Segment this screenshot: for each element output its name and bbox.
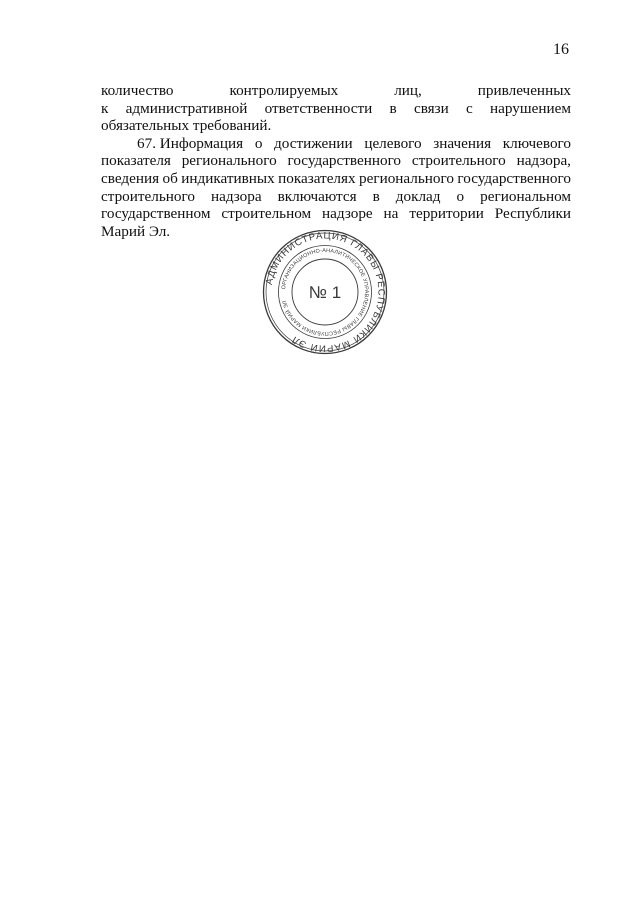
word: в bbox=[372, 187, 380, 205]
word: регионального bbox=[359, 169, 454, 187]
word: доклад bbox=[395, 187, 441, 205]
word: к bbox=[101, 99, 109, 117]
word: индикативных bbox=[181, 169, 275, 187]
word: связи bbox=[413, 99, 449, 117]
word: строительного bbox=[411, 152, 506, 170]
word: достижении bbox=[274, 134, 353, 152]
line-text: обязательных требований. bbox=[101, 117, 272, 135]
word: о bbox=[254, 134, 263, 152]
word: строительного bbox=[101, 187, 195, 205]
paragraph-67-first-line bbox=[101, 135, 571, 153]
word: о bbox=[456, 187, 465, 205]
word: территории bbox=[409, 205, 484, 223]
word: надзора bbox=[210, 187, 262, 205]
word: государственного bbox=[287, 152, 402, 170]
word: лиц, bbox=[394, 82, 422, 99]
word: ключевого bbox=[502, 134, 571, 152]
seal-inner-lettering: ОРГАНИЗАЦИОННО-АНАЛИТИЧЕСКОЕ УПРАВЛЕНИЕ ГЛАВЫ РЕСПУБЛИКИ МАРИЙ ЭЛ bbox=[281, 247, 370, 337]
word: включаются bbox=[277, 187, 357, 205]
word: Республики bbox=[494, 205, 571, 223]
word: показателях bbox=[278, 169, 356, 187]
text-line bbox=[101, 152, 571, 170]
word: государственного bbox=[457, 169, 571, 187]
word: административной bbox=[125, 99, 248, 117]
text-line bbox=[101, 82, 571, 100]
word: об bbox=[162, 169, 178, 187]
word: государственном bbox=[101, 205, 211, 223]
word: 67. Информация bbox=[137, 134, 244, 152]
word: сведения bbox=[101, 169, 160, 187]
word: количество bbox=[101, 82, 174, 99]
word: привлеченных bbox=[477, 82, 571, 99]
word: надзоре bbox=[322, 205, 373, 223]
word: региональном bbox=[480, 187, 571, 205]
document-body bbox=[101, 82, 571, 240]
seal-graphic bbox=[262, 229, 388, 355]
word: контролируемых bbox=[229, 82, 339, 99]
text-line bbox=[101, 170, 571, 188]
word: на bbox=[383, 205, 399, 223]
word: нарушением bbox=[490, 99, 571, 117]
line-text: Марий Эл. bbox=[101, 222, 171, 240]
word: в bbox=[389, 99, 397, 117]
text-line bbox=[101, 188, 571, 206]
word: надзора, bbox=[516, 152, 571, 170]
text-line bbox=[101, 100, 571, 118]
word: значения bbox=[433, 134, 492, 152]
official-seal-stamp bbox=[262, 229, 388, 355]
page-number: 16 bbox=[553, 41, 569, 58]
seal-number: № 1 bbox=[308, 283, 342, 302]
word: ответственности bbox=[264, 99, 373, 117]
seal-outer-lettering: АДМИНИСТРАЦИЯ ГЛАВЫ РЕСПУБЛИКИ МАРИЙ ЭЛ bbox=[263, 230, 387, 354]
word: целевого bbox=[364, 134, 422, 152]
word: регионального bbox=[181, 152, 277, 170]
word: строительном bbox=[221, 205, 312, 223]
word: с bbox=[466, 99, 473, 117]
text-line bbox=[101, 205, 571, 223]
text-line bbox=[101, 117, 571, 135]
word: показателя bbox=[101, 152, 171, 170]
